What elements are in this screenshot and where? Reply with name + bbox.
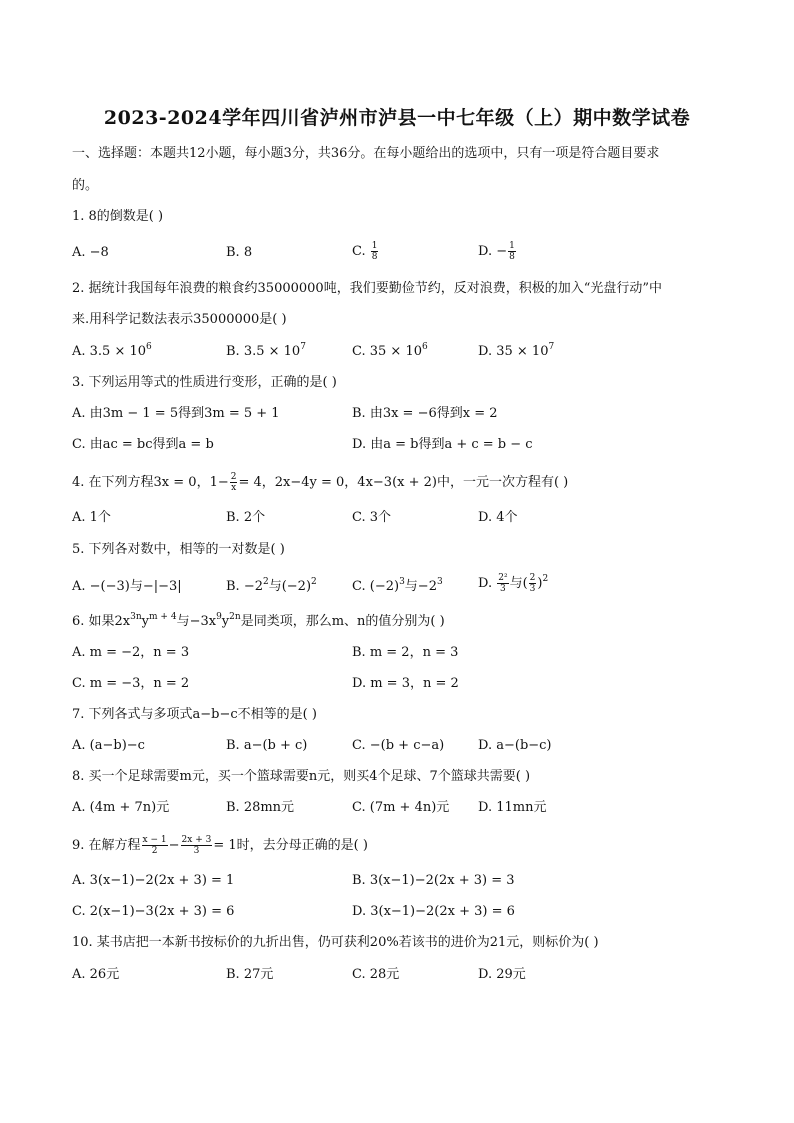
numerator: 2: [529, 573, 536, 583]
q5-option-c: [352, 577, 443, 597]
q6-option-d: D. m = 3，n = 2: [352, 676, 459, 691]
q3-option-b: B. 由3x = −6得到x = 2: [352, 406, 498, 421]
q5-d-label: D.: [478, 576, 497, 591]
q8-option-d: D. 11mn元: [478, 800, 547, 815]
q5-d-close: ): [537, 576, 543, 591]
numerator: 1: [509, 241, 515, 251]
numerator: x − 1: [142, 835, 167, 845]
fraction: [230, 472, 238, 493]
q5-option-d: [478, 573, 548, 594]
exam-title: 2023-2024学年四川省泸州市泸县一中七年级（上）期中数学试卷: [103, 107, 691, 129]
q5-d-mid: 与(: [509, 576, 528, 591]
q8-option-a: A. (4m + 7n)元: [72, 800, 170, 815]
q2-b-text: B. 3.5 × 10: [226, 344, 301, 359]
q1-option-c: [352, 241, 379, 262]
q4-option-a: A. 1个: [72, 510, 111, 525]
fraction: [181, 835, 213, 856]
q6-stem-part: y: [221, 614, 230, 629]
question-3-stem: 3. 下列运用等式的性质进行变形，正确的是( ): [72, 375, 337, 390]
exponent: m + 4: [149, 612, 177, 622]
denominator: 8: [509, 252, 515, 262]
fraction: [142, 835, 168, 856]
fraction: [529, 573, 537, 594]
q9-option-b: B. 3(x−1)−2(2x + 3) = 3: [352, 873, 515, 888]
exponent: 6: [146, 342, 152, 352]
denominator: 3: [529, 584, 536, 594]
exponent: 9: [216, 612, 222, 622]
q1-option-a: A. −8: [72, 245, 109, 260]
q5-option-b: [226, 577, 317, 597]
section-heading-line-1: 一、选择题：本题共12小题，每小题3分，共36分。在每小题给出的选项中，只有一项是符合题目要求: [72, 146, 660, 161]
minus-sign: −: [168, 838, 180, 853]
q4-option-c: C. 3个: [352, 510, 392, 525]
q4-stem-end: = 4，2x−4y = 0，4x−3(x + 2)中，一元一次方程有( ): [238, 475, 569, 490]
denominator: x: [231, 483, 237, 493]
q9-stem-end: = 1时，去分母正确的是( ): [213, 838, 368, 853]
q8-option-c: C. (7m + 4n)元: [352, 800, 450, 815]
fraction: [508, 241, 516, 262]
question-10-stem: 10. 某书店把一本新书按标价的九折出售，仍可获利20%若该书的进价为21元，则标价为( ): [72, 935, 599, 950]
q7-option-d: D. a−(b−c): [478, 738, 552, 753]
q1-option-d: [478, 241, 517, 262]
numerator: 2: [230, 472, 237, 482]
section-heading-line-2: 的。: [72, 178, 99, 193]
q2-option-b: [226, 342, 306, 362]
q5-b-part-1: B. −2: [226, 579, 263, 594]
numerator: 1: [371, 241, 378, 251]
q3-option-c: C. 由ac = bc得到a = b: [72, 437, 214, 452]
fraction: [371, 241, 379, 262]
q9-option-c: C. 2(x−1)−3(2x + 3) = 6: [72, 904, 235, 919]
question-4-stem: [72, 472, 568, 493]
question-8-stem: 8. 买一个足球需要m元，买一个篮球需要n元，则买4个足球、7个篮球共需要( ): [72, 769, 531, 784]
exponent: 2n: [229, 612, 241, 622]
denominator: 2: [151, 846, 158, 856]
q6-option-c: C. m = −3，n = 2: [72, 676, 190, 691]
q5-b-part-2: 与(−2): [268, 579, 312, 594]
question-1-stem: 1. 8的倒数是( ): [72, 209, 164, 224]
q8-option-b: B. 28mn元: [226, 800, 295, 815]
q4-option-d: D. 4个: [478, 510, 518, 525]
numerator: 2x + 3: [181, 835, 212, 845]
q6-stem-part: 6. 如果2x: [72, 614, 131, 629]
q6-stem-part: 与−3x: [176, 614, 217, 629]
q10-option-c: C. 28元: [352, 967, 400, 982]
q9-stem-start: 9. 在解方程: [72, 838, 141, 853]
denominator: 8: [371, 252, 378, 262]
q2-option-a: [72, 342, 152, 362]
q10-option-b: B. 27元: [226, 967, 274, 982]
q6-stem-part: y: [141, 614, 150, 629]
q2-a-text: A. 3.5 × 10: [72, 344, 147, 359]
q10-option-d: D. 29元: [478, 967, 526, 982]
q4-option-b: B. 2个: [226, 510, 266, 525]
exponent: 2: [311, 577, 317, 587]
q3-option-d: D. 由a = b得到a + c = b − c: [352, 437, 533, 452]
q2-option-d: [478, 342, 554, 362]
q5-c-part-2: 与−2: [404, 579, 437, 594]
q7-option-a: A. (a−b)−c: [72, 738, 145, 753]
q2-c-text: C. 35 × 10: [352, 344, 422, 359]
question-7-stem: 7. 下列各式与多项式a−b−c不相等的是( ): [72, 707, 317, 722]
exponent: 7: [300, 342, 306, 352]
exponent: 3: [399, 577, 405, 587]
q5-c-part-1: C. (−2): [352, 579, 400, 594]
denominator: 3: [193, 846, 200, 856]
question-2-stem-line-1: 2. 据统计我国每年浪费的粮食约35000000吨，我们要勤俭节约，反对浪费，积极的加入“光盘行动”中: [72, 281, 662, 296]
q9-option-a: A. 3(x−1)−2(2x + 3) = 1: [72, 873, 235, 888]
q2-d-text: D. 35 × 10: [478, 344, 549, 359]
question-5-stem: 5. 下列各对数中，相等的一对数是( ): [72, 542, 285, 557]
question-9-stem: [72, 835, 368, 856]
exponent: 7: [548, 342, 555, 352]
q9-option-d: D. 3(x−1)−2(2x + 3) = 6: [352, 904, 515, 919]
q3-option-a: A. 由3m − 1 = 5得到3m = 5 + 1: [72, 406, 280, 421]
denominator: 3: [500, 584, 506, 594]
q1-option-b: B. 8: [226, 245, 253, 260]
q1-d-label: D. −: [478, 244, 508, 259]
q2-option-c: [352, 342, 428, 362]
q6-stem-part: 是同类项，那么m、n的值分别为( ): [240, 614, 445, 629]
exponent: 3: [436, 577, 443, 587]
q5-option-a: A. −(−3)与−|−3|: [72, 579, 182, 594]
fraction: [497, 573, 508, 594]
q4-stem-start: 4. 在下列方程3x = 0，1−: [72, 475, 229, 490]
q7-option-b: B. a−(b + c): [226, 738, 308, 753]
numerator: 2²: [498, 573, 508, 583]
exponent: 6: [422, 342, 428, 352]
question-6-stem: [72, 612, 445, 632]
exponent: 2: [542, 574, 549, 584]
q7-option-c: C. −(b + c−a): [352, 738, 445, 753]
q10-option-a: A. 26元: [72, 967, 120, 982]
q6-option-b: B. m = 2，n = 3: [352, 645, 459, 660]
exponent: 2: [262, 577, 269, 587]
question-2-stem-line-2: 来.用科学记数法表示35000000是( ): [72, 312, 287, 327]
exponent: 3n: [130, 612, 142, 622]
q1-c-label: C.: [352, 244, 370, 259]
q6-option-a: A. m = −2，n = 3: [72, 645, 190, 660]
